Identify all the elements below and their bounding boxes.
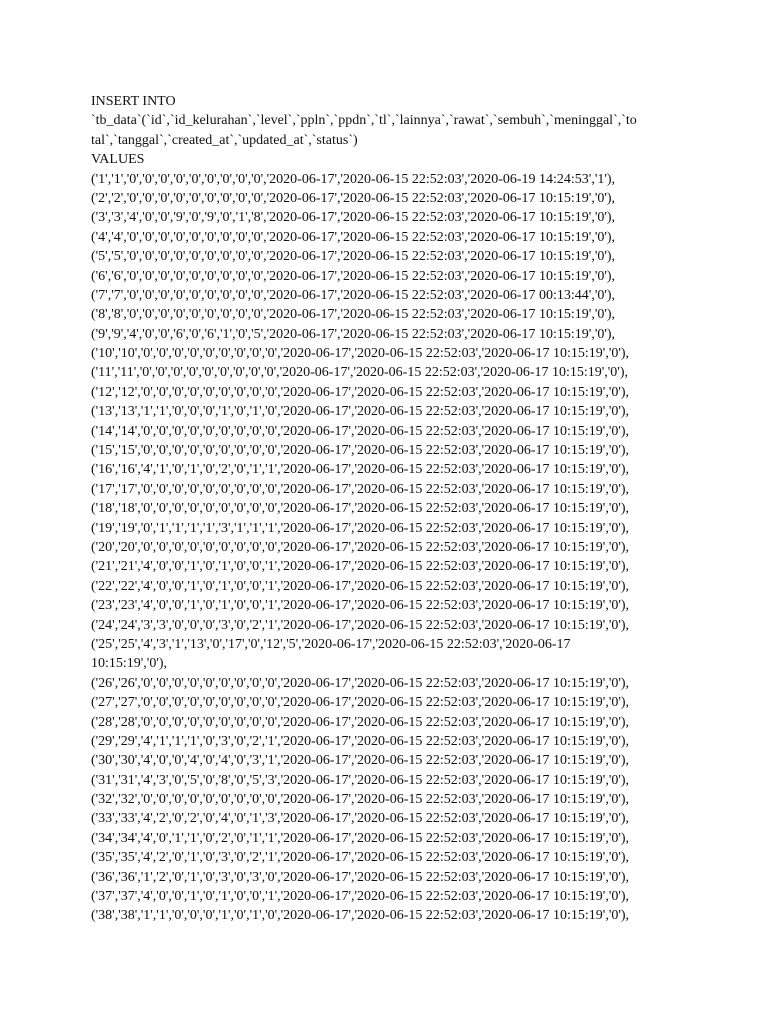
- sql-line: ('23','23','4','0','0','1','0','1','0','0','1','2020-06-17','2020-06-15 22:52:03','2020-06-17 10:15:19','0'),: [91, 598, 630, 614]
- sql-line: ('11','11','0','0','0','0','0','0','0','0','0','2020-06-17','2020-06-15 22:52:03','2020-06-17 10:15:19','0'),: [91, 365, 628, 381]
- sql-line: ('36','36','1','2','0','1','0','3','0','3','0','2020-06-17','2020-06-15 22:52:03','2020-06-17 10:15:19','0'),: [91, 869, 630, 885]
- sql-line: ('21','21','4','0','0','1','0','1','0','0','1','2020-06-17','2020-06-15 22:52:03','2020-06-17 10:15:19','0'),: [91, 559, 630, 575]
- sql-line: ('27','27','0','0','0','0','0','0','0','0','0','2020-06-17','2020-06-15 22:52:03','2020-06-17 10:15:19','0'),: [91, 695, 630, 711]
- sql-line: ('30','30','4','0','0','4','0','4','0','3','1','2020-06-17','2020-06-15 22:52:03','2020-06-17 10:15:19','0'),: [91, 753, 630, 769]
- sql-line: ('31','31','4','3','0','5','0','8','0','5','3','2020-06-17','2020-06-15 22:52:03','2020-06-17 10:15:19','0'),: [91, 772, 630, 788]
- sql-line: ('10','10','0','0','0','0','0','0','0','0','0','2020-06-17','2020-06-15 22:52:03','2020-06-17 10:15:19','0'),: [91, 346, 630, 362]
- sql-line: ('15','15','0','0','0','0','0','0','0','0','0','2020-06-17','2020-06-15 22:52:03','2020-06-17 10:15:19','0'),: [91, 443, 630, 459]
- sql-line: ('16','16','4','1','0','1','0','2','0','1','1','2020-06-17','2020-06-15 22:52:03','2020-06-17 10:15:19','0'),: [91, 462, 630, 478]
- sql-line: ('24','24','3','3','0','0','0','3','0','2','1','2020-06-17','2020-06-15 22:52:03','2020-06-17 10:15:19','0'),: [91, 617, 630, 633]
- sql-line: ('34','34','4','0','1','1','0','2','0','1','1','2020-06-17','2020-06-15 22:52:03','2020-06-17 10:15:19','0'),: [91, 830, 630, 846]
- sql-line: ('7','7','0','0','0','0','0','0','0','0','0','2020-06-17','2020-06-15 22:52:03','2020-06-17 00:13:44','0'),: [91, 287, 616, 303]
- sql-line: `tb_data`(`id`,`id_kelurahan`,`level`,`ppln`,`ppdn`,`tl`,`lainnya`,`rawat`,`sembuh`,`meninggal`,`to: [91, 113, 637, 129]
- sql-line: ('13','13','1','1','0','0','0','1','0','1','0','2020-06-17','2020-06-15 22:52:03','2020-06-17 10:15:19','0'),: [91, 404, 630, 420]
- sql-line: tal`,`tanggal`,`created_at`,`updated_at`,`status`): [91, 132, 358, 148]
- sql-line: ('19','19','0','1','1','1','1','3','1','1','1','2020-06-17','2020-06-15 22:52:03','2020-06-17 10:15:19','0'),: [91, 520, 630, 536]
- sql-line: ('37','37','4','0','0','1','0','1','0','0','1','2020-06-17','2020-06-15 22:52:03','2020-06-17 10:15:19','0'),: [91, 889, 630, 905]
- sql-line: ('1','1','0','0','0','0','0','0','0','0','0','2020-06-17','2020-06-15 22:52:03','2020-06-19 14:24:53','1'),: [91, 171, 616, 187]
- sql-line: ('12','12','0','0','0','0','0','0','0','0','0','2020-06-17','2020-06-15 22:52:03','2020-06-17 10:15:19','0'),: [91, 384, 630, 400]
- sql-line: ('32','32','0','0','0','0','0','0','0','0','0','2020-06-17','2020-06-15 22:52:03','2020-06-17 10:15:19','0'),: [91, 792, 630, 808]
- sql-line: ('38','38','1','1','0','0','0','1','0','1','0','2020-06-17','2020-06-15 22:52:03','2020-06-17 10:15:19','0'),: [91, 908, 630, 924]
- sql-line: ('2','2','0','0','0','0','0','0','0','0','0','2020-06-17','2020-06-15 22:52:03','2020-06-17 10:15:19','0'),: [91, 190, 616, 206]
- sql-insert-statement: [91, 92, 681, 926]
- sql-line: ('17','17','0','0','0','0','0','0','0','0','0','2020-06-17','2020-06-15 22:52:03','2020-06-17 10:15:19','0'),: [91, 481, 630, 497]
- sql-line: ('25','25','4','3','1','13','0','17','0','12','5','2020-06-17','2020-06-15 22:52:03','2020-06-17: [91, 636, 571, 652]
- sql-line: ('29','29','4','1','1','1','0','3','0','2','1','2020-06-17','2020-06-15 22:52:03','2020-06-17 10:15:19','0'),: [91, 733, 630, 749]
- sql-line: 10:15:19','0'),: [91, 656, 168, 672]
- sql-line: ('18','18','0','0','0','0','0','0','0','0','0','2020-06-17','2020-06-15 22:52:03','2020-06-17 10:15:19','0'),: [91, 501, 630, 517]
- sql-line: ('35','35','4','2','0','1','0','3','0','2','1','2020-06-17','2020-06-15 22:52:03','2020-06-17 10:15:19','0'),: [91, 850, 630, 866]
- sql-line: ('14','14','0','0','0','0','0','0','0','0','0','2020-06-17','2020-06-15 22:52:03','2020-06-17 10:15:19','0'),: [91, 423, 630, 439]
- sql-line: INSERT INTO: [91, 94, 176, 109]
- sql-line: ('28','28','0','0','0','0','0','0','0','0','0','2020-06-17','2020-06-15 22:52:03','2020-06-17 10:15:19','0'),: [91, 714, 630, 730]
- sql-line: ('20','20','0','0','0','0','0','0','0','0','0','2020-06-17','2020-06-15 22:52:03','2020-06-17 10:15:19','0'),: [91, 539, 630, 555]
- sql-line: ('4','4','0','0','0','0','0','0','0','0','0','2020-06-17','2020-06-15 22:52:03','2020-06-17 10:15:19','0'),: [91, 229, 616, 245]
- sql-line: ('6','6','0','0','0','0','0','0','0','0','0','2020-06-17','2020-06-15 22:52:03','2020-06-17 10:15:19','0'),: [91, 268, 616, 284]
- sql-line: ('22','22','4','0','0','1','0','1','0','0','1','2020-06-17','2020-06-15 22:52:03','2020-06-17 10:15:19','0'),: [91, 578, 630, 594]
- sql-line: ('9','9','4','0','0','6','0','6','1','0','5','2020-06-17','2020-06-15 22:52:03','2020-06-17 10:15:19','0'),: [91, 326, 616, 342]
- sql-line: ('8','8','0','0','0','0','0','0','0','0','0','2020-06-17','2020-06-15 22:52:03','2020-06-17 10:15:19','0'),: [91, 307, 616, 323]
- sql-line: ('26','26','0','0','0','0','0','0','0','0','0','2020-06-17','2020-06-15 22:52:03','2020-06-17 10:15:19','0'),: [91, 675, 630, 691]
- sql-line: ('5','5','0','0','0','0','0','0','0','0','0','2020-06-17','2020-06-15 22:52:03','2020-06-17 10:15:19','0'),: [91, 249, 616, 265]
- sql-line: ('3','3','4','0','0','9','0','9','0','1','8','2020-06-17','2020-06-15 22:52:03','2020-06-17 10:15:19','0'),: [91, 210, 616, 226]
- sql-line: VALUES: [91, 152, 145, 168]
- sql-line: ('33','33','4','2','0','2','0','4','0','1','3','2020-06-17','2020-06-15 22:52:03','2020-06-17 10:15:19','0'),: [91, 811, 630, 827]
